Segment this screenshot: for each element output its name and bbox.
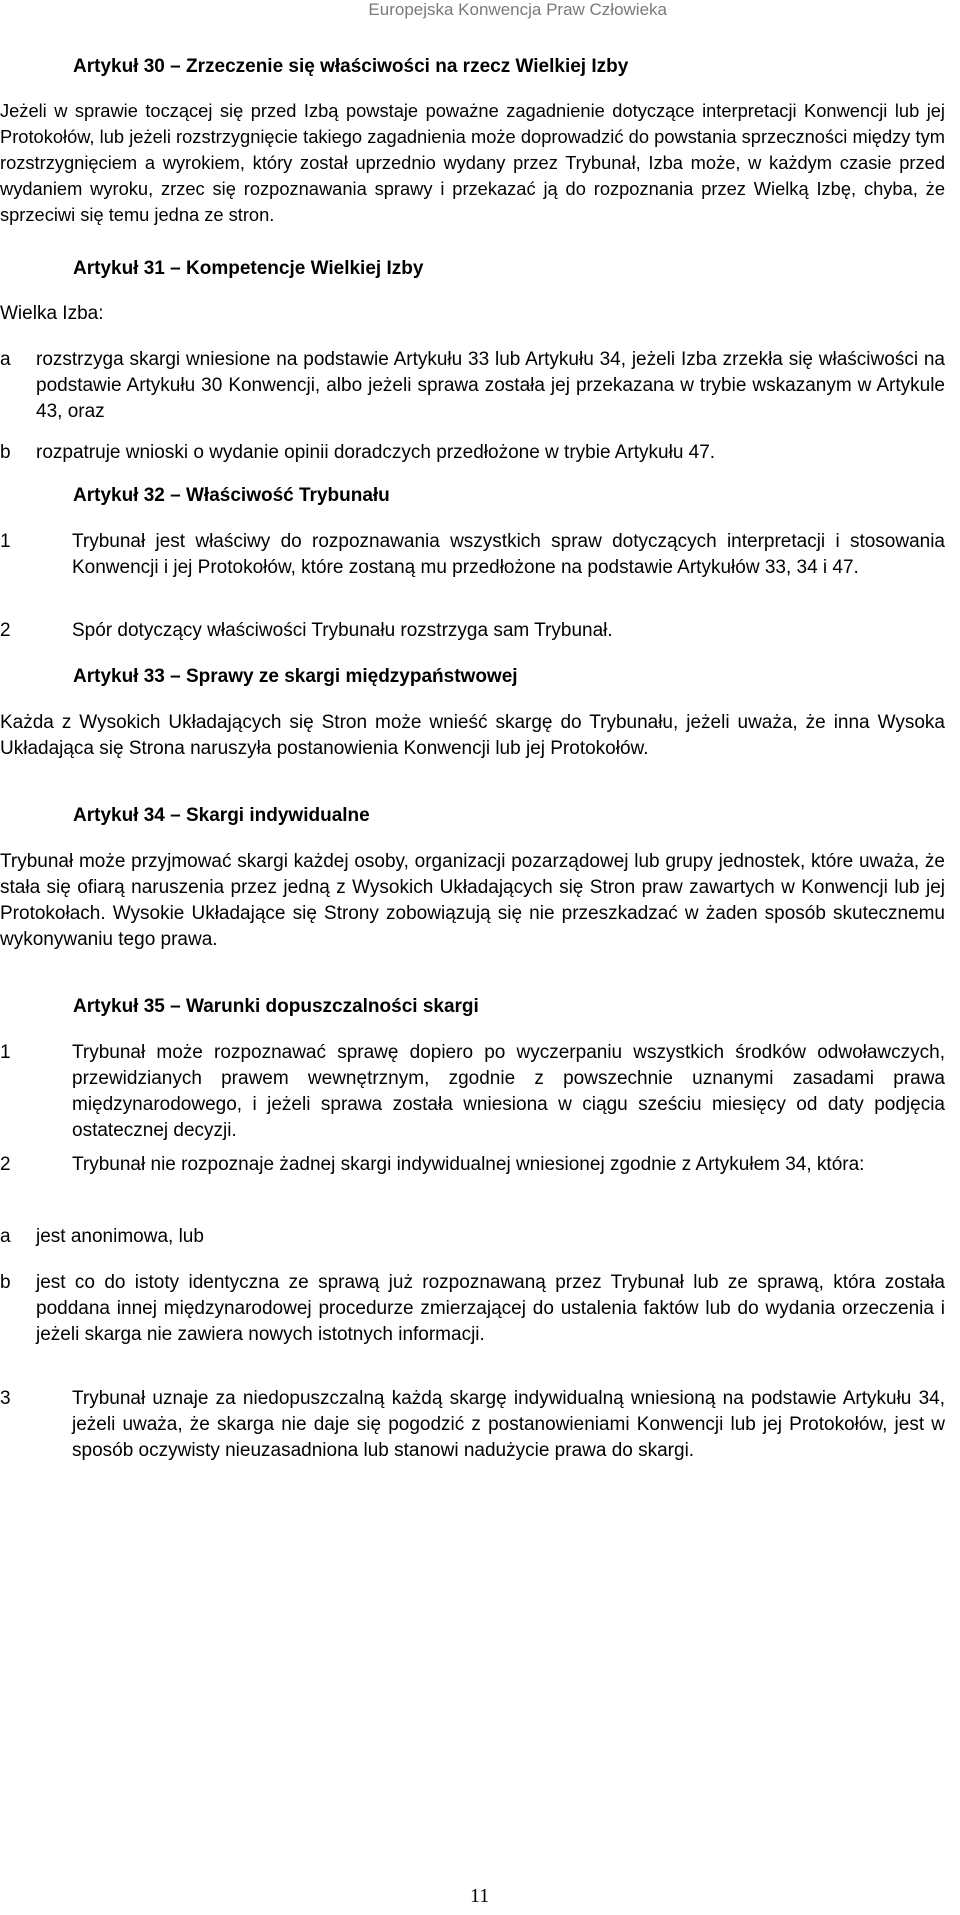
article-33-text: Każda z Wysokich Układających się Stron może wnieść skargę do Trybunału, jeżeli uważa, że inna Wysoka Układająca się Strona naruszyła postanowienia Konwencji lub jej Protokołów. xyxy=(0,712,945,759)
article-33-heading: Artykuł 33 – Sprawy ze skargi międzypaństwowej xyxy=(73,666,518,687)
item-text: Trybunał uznaje za niedopuszczalną każdą skargę indywidualną wniesioną na podstawie Artykułu 34, jeżeli uważa, że skarga nie daje się pogodzić z postanowieniami Konwencji lub jej Protokołów, jest w sposób oczywisty nieuzasadniona lub stanowi nadużycie prawa do skargi. xyxy=(72,1388,945,1461)
item-marker: b xyxy=(0,442,11,463)
item-text: Trybunał nie rozpoznaje żadnej skargi indywidualnej wniesionej zgodnie z Artykułem 34, która: xyxy=(72,1154,865,1175)
article-31-heading: Artykuł 31 – Kompetencje Wielkiej Izby xyxy=(73,258,424,279)
item-marker: b xyxy=(0,1272,11,1293)
item-text: rozstrzyga skargi wniesione na podstawie Artykułu 33 lub Artykułu 34, jeżeli Izba zrzekła się właściwości na podstawie Artykułu 30 Konwencji, albo jeżeli sprawa została jej przekazana w trybie wskazanym w Artykule 43, oraz xyxy=(36,349,945,422)
article-35-item-3 xyxy=(0,1386,945,1464)
item-marker: 2 xyxy=(0,1154,11,1175)
article-30-heading: Artykuł 30 – Zrzeczenie się właściwości na rzecz Wielkiej Izby xyxy=(73,56,629,77)
article-31-intro: Wielka Izba: xyxy=(0,303,104,324)
item-marker: 2 xyxy=(0,620,11,641)
item-marker: a xyxy=(0,349,11,370)
item-marker: 3 xyxy=(0,1388,11,1409)
item-marker: 1 xyxy=(0,531,11,552)
article-35-heading: Artykuł 35 – Warunki dopuszczalności skargi xyxy=(73,996,479,1017)
item-text: Spór dotyczący właściwości Trybunału rozstrzyga sam Trybunał. xyxy=(72,620,613,641)
article-35-item-1 xyxy=(0,1040,945,1144)
page-number: 11 xyxy=(470,1885,490,1907)
item-marker: 1 xyxy=(0,1042,11,1063)
item-text: Trybunał jest właściwy do rozpoznawania wszystkich spraw dotyczących interpretacji i stosowania Konwencji i jej Protokołów, które zostaną mu przedłożone na podstawie Artykułów 33, 34 i 47. xyxy=(72,531,945,578)
running-header: Europejska Konwencja Praw Człowieka xyxy=(368,0,667,19)
item-text: rozpatruje wnioski o wydanie opinii doradczych przedłożone w trybie Artykułu 47. xyxy=(36,442,716,463)
article-30-text: Jeżeli w sprawie toczącej się przed Izbą powstaje poważne zagadnienie dotyczące interpretacji Konwencji lub jej Protokołów, lub jeżeli rozstrzygnięcie takiego zagadnienia może doprowadzić do powstania sprzeczności między tym rozstrzygnięciem a wyrokiem, który został uprzednio wydany przez Trybunał, Izba może, w każdym czasie przed wydaniem wyroku, zrzec się rozpoznawania sprawy i przekazać ją do rozpoznania przez Wielką Izbę, chyba, że sprzeciwi się temu jedna ze stron. xyxy=(0,100,945,225)
article-32-item-2 xyxy=(0,618,945,644)
article-34-text: Trybunał może przyjmować skargi każdej osoby, organizacji pozarządowej lub grupy jednostek, które uważa, że stała się ofiarą naruszenia przez jedną z Wysokich Układających się Stron praw zawartych w Konwencji lub jej Protokołach. Wysokie Układające się Strony zobowiązują się nie przeszkadzać w żaden sposób skutecznemu wykonywaniu tego prawa. xyxy=(0,851,945,950)
item-marker: a xyxy=(0,1226,11,1247)
item-text: Trybunał może rozpoznawać sprawę dopiero po wyczerpaniu wszystkich środków odwoławczych, przewidzianych prawem wewnętrznym, zgodnie z powszechnie uznanymi zasadami prawa międzynarodowego, i jeżeli sprawa została wniesiona w ciągu sześciu miesięcy od daty podjęcia ostatecznej decyzji. xyxy=(72,1042,945,1141)
article-35-item-2 xyxy=(0,1152,945,1178)
item-text: jest co do istoty identyczna ze sprawą już rozpoznawaną przez Trybunał lub ze sprawą, która została poddana innej międzynarodowej procedurze zmierzającej do ustalenia faktów lub do wydania orzeczenia i jeżeli skarga nie zawiera nowych istotnych informacji. xyxy=(36,1272,945,1345)
article-32-item-1 xyxy=(0,529,945,581)
article-31-item-b xyxy=(0,440,945,466)
article-35-item-a xyxy=(0,1224,945,1250)
item-text: jest anonimowa, lub xyxy=(36,1226,204,1247)
article-35-item-b xyxy=(0,1270,945,1348)
article-31-item-a xyxy=(0,347,945,425)
article-34-heading: Artykuł 34 – Skargi indywidualne xyxy=(73,805,370,826)
article-32-heading: Artykuł 32 – Właściwość Trybunału xyxy=(73,485,390,506)
